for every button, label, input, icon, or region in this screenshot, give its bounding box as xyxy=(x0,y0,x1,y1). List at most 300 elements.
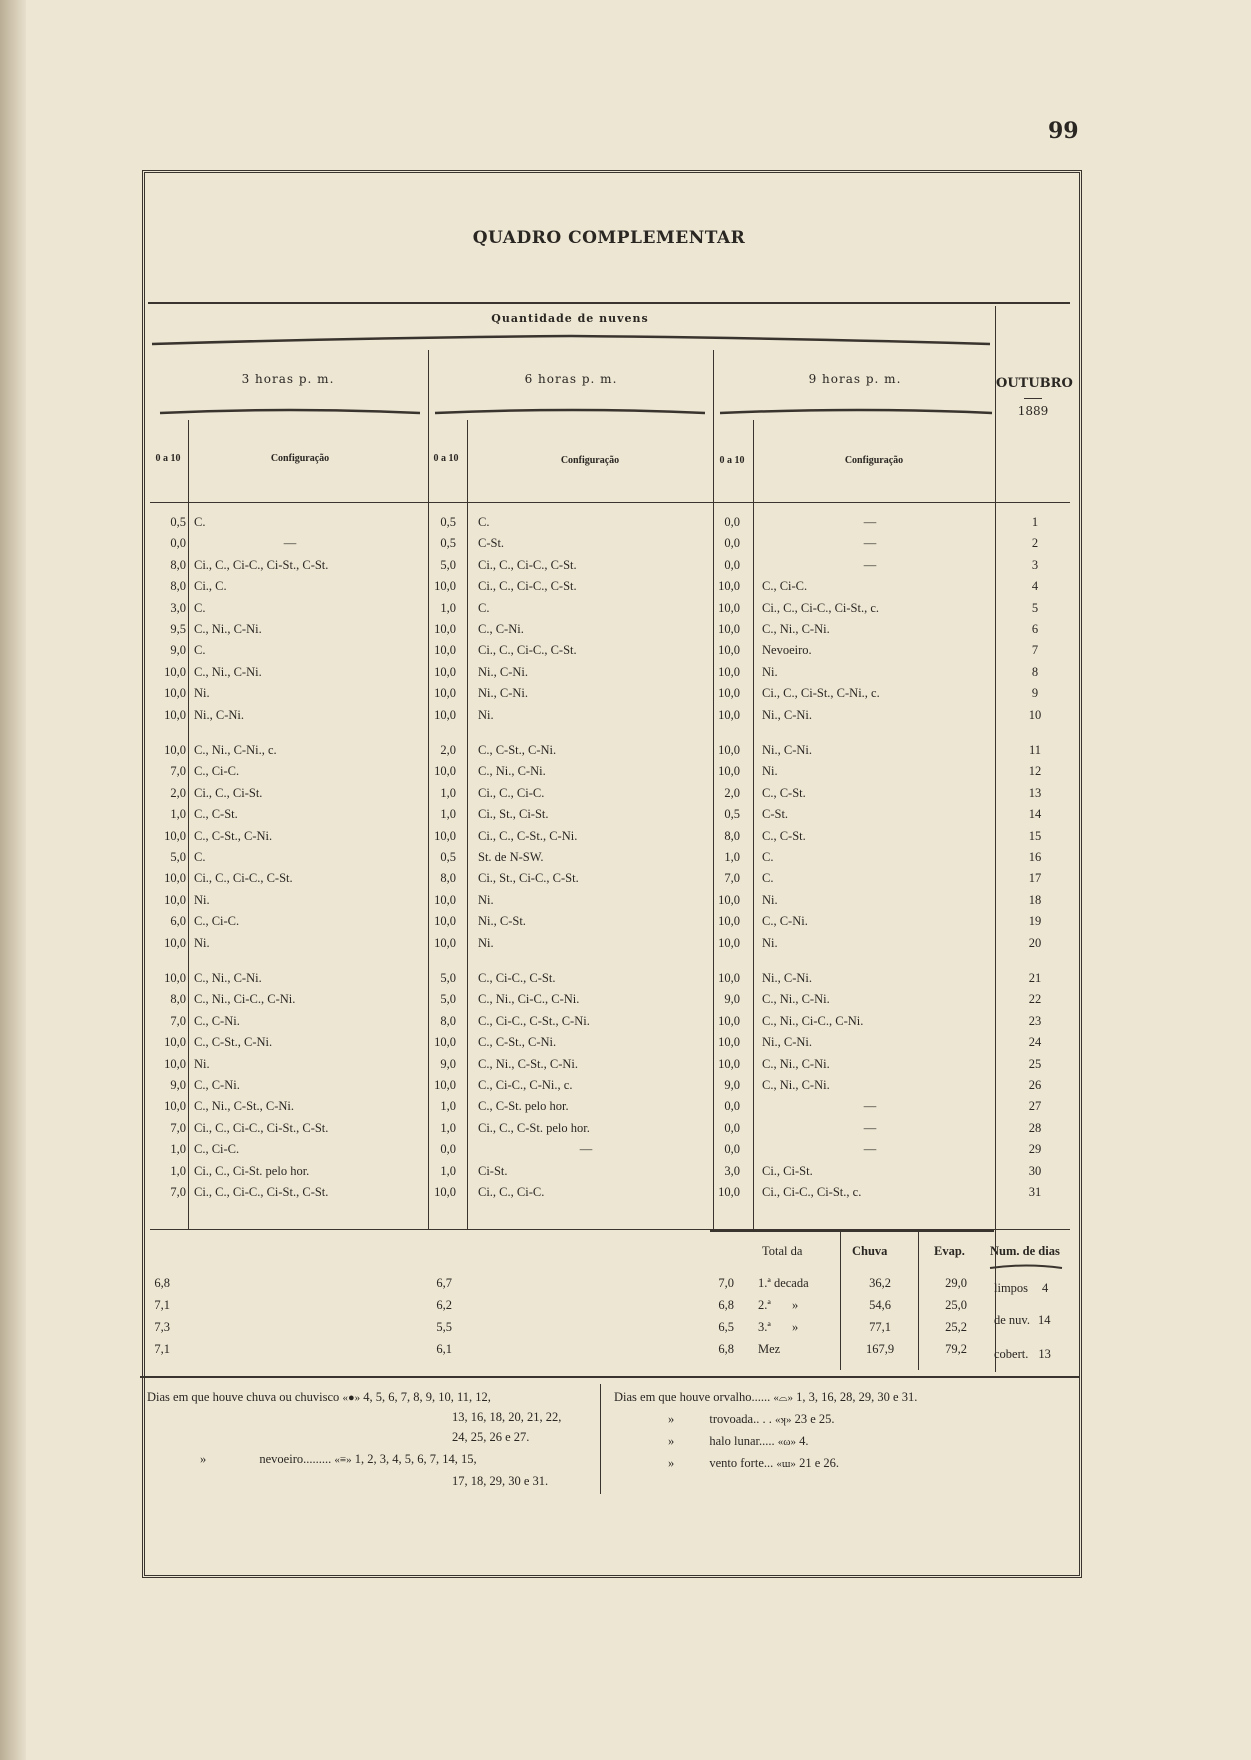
cloud-3pm: 10,0 xyxy=(164,686,186,701)
config-9pm: Ni. xyxy=(762,764,778,779)
day-number: 4 xyxy=(1031,579,1039,594)
cloud-6pm: 0,5 xyxy=(440,515,456,529)
scale-header-6pm: 0 a 10 xyxy=(433,453,459,464)
cloud-6pm: 0,0 xyxy=(440,1142,456,1157)
config-3pm: C., C-St., C-Ni. xyxy=(194,1035,273,1050)
config-9pm: C., Ni., C-Ni. xyxy=(762,1078,830,1092)
cloud-9pm: 7,0 xyxy=(724,871,740,886)
config-3pm: Ni. xyxy=(194,686,210,701)
section-header: Quantidade de nuvens xyxy=(491,312,649,325)
footnote-orvalho: Dias em que houve orvalho...... «⌓» 1, 3, 16, 28, 29, 30 e 31. xyxy=(614,1390,918,1404)
table-row xyxy=(0,1185,1251,1206)
config-9pm: Ni. xyxy=(762,935,778,950)
cloud-3pm: 5,0 xyxy=(170,850,186,864)
table-row xyxy=(0,708,1251,729)
config-6pm: Ni. xyxy=(478,707,494,722)
footnote-rule xyxy=(140,1376,1080,1378)
config-6pm: Ci-St. xyxy=(478,1163,508,1178)
config-3pm: Ni. xyxy=(194,892,210,907)
config-3pm: C. xyxy=(194,850,206,864)
cloud-3pm: 3,0 xyxy=(170,600,186,615)
cloud-9pm: 10,0 xyxy=(718,579,740,594)
cloud-3pm: 10,0 xyxy=(164,743,186,757)
total-evap: 25,2 xyxy=(945,1320,967,1334)
config-9pm: Ni., C-Ni. xyxy=(762,743,812,757)
config-9pm: C., Ni., C-Ni. xyxy=(762,622,830,636)
cloud-9pm: 0,0 xyxy=(724,1099,740,1114)
config-3pm: Ci., C., Ci-C., Ci-St., C-St. xyxy=(194,1185,329,1199)
total-evap: 29,0 xyxy=(945,1276,967,1290)
footnote-chuva-l3: 24, 25, 26 e 27. xyxy=(452,1430,530,1444)
config-6pm: Ci., St., Ci-C., C-St. xyxy=(478,871,579,886)
config-9pm: Ni., C-Ni. xyxy=(762,1035,812,1050)
config-3pm: Ci., C. xyxy=(194,579,227,594)
config-9pm: — xyxy=(863,1120,877,1135)
config-9pm: C., C-St. xyxy=(762,785,806,800)
cloud-3pm: 10,0 xyxy=(164,828,186,843)
cloud-9pm: 10,0 xyxy=(718,664,740,679)
avg-6pm: 6,7 xyxy=(436,1276,452,1290)
config-3pm: C., C-St. xyxy=(194,807,238,822)
config-3pm: C., C-St., C-Ni. xyxy=(194,828,273,843)
config-header-6pm: Configuração xyxy=(560,455,620,466)
day-number: 9 xyxy=(1031,686,1039,701)
cloud-9pm: 10,0 xyxy=(718,914,740,929)
table-row xyxy=(0,850,1251,871)
config-6pm: Ni., C-Ni. xyxy=(478,686,528,701)
config-9pm: Ci., Ci-C., Ci-St., c. xyxy=(762,1185,862,1199)
config-6pm: C., Ni., C-St., C-Ni. xyxy=(478,1056,579,1071)
config-3pm: C., Ni., C-Ni. xyxy=(194,971,262,985)
cloud-3pm: 10,0 xyxy=(164,664,186,679)
day-number: 20 xyxy=(1028,935,1042,950)
cloud-6pm: 10,0 xyxy=(434,643,456,658)
dias-cobert: cobert. 13 xyxy=(994,1347,1051,1361)
day-number: 10 xyxy=(1028,707,1042,722)
config-6pm: C., C-St., C-Ni. xyxy=(478,1035,557,1050)
day-number: 23 xyxy=(1028,1013,1042,1028)
table-row xyxy=(0,764,1251,785)
avg-9pm: 7,0 xyxy=(718,1276,734,1290)
table-row xyxy=(0,1142,1251,1163)
config-3pm: C., Ni., C-Ni. xyxy=(194,664,262,679)
thunder-icon: «ʞ» xyxy=(774,1414,792,1426)
cloud-6pm: 8,0 xyxy=(440,871,456,886)
cloud-3pm: 10,0 xyxy=(164,1056,186,1071)
cloud-9pm: 10,0 xyxy=(718,707,740,722)
config-9pm: C., Ci-C. xyxy=(762,579,808,594)
config-3pm: Ci., C., Ci-C., Ci-St., C-St. xyxy=(194,1120,329,1135)
config-6pm: Ci., C., C-St., C-Ni. xyxy=(478,828,578,843)
day-number: 11 xyxy=(1028,743,1042,757)
config-3pm: Ni., C-Ni. xyxy=(194,707,244,722)
config-3pm: C., Ni., Ci-C., C-Ni. xyxy=(194,992,296,1007)
cloud-3pm: 9,0 xyxy=(170,643,186,658)
config-3pm: Ni. xyxy=(194,1056,210,1071)
cloud-3pm: 8,0 xyxy=(170,992,186,1007)
config-9pm: C., Ni., C-Ni. xyxy=(762,1056,830,1071)
config-6pm: C., C-St. pelo hor. xyxy=(478,1099,569,1114)
cloud-6pm: 8,0 xyxy=(440,1013,456,1028)
config-9pm: C., C-Ni. xyxy=(762,914,808,929)
cloud-3pm: 2,0 xyxy=(170,785,186,800)
day-number: 13 xyxy=(1028,785,1042,800)
day-number: 21 xyxy=(1028,971,1042,985)
table-row xyxy=(0,558,1251,579)
cloud-6pm: 1,0 xyxy=(440,600,456,615)
table-row xyxy=(0,579,1251,600)
table-row xyxy=(0,622,1251,643)
config-6pm: Ni. xyxy=(478,892,494,907)
total-evap: 79,2 xyxy=(945,1342,967,1356)
day-number: 25 xyxy=(1028,1056,1042,1071)
fog-icon: «≡» xyxy=(334,1454,352,1466)
config-3pm: C. xyxy=(194,643,206,658)
table-row xyxy=(0,743,1251,764)
config-3pm: C., Ci-C. xyxy=(194,764,240,779)
footnote-nevoeiro: » nevoeiro......... «≡» 1, 2, 3, 4, 5, 6, 7, 14, 15, xyxy=(200,1452,477,1466)
avg-3pm: 7,3 xyxy=(154,1320,170,1334)
config-6pm: Ni., C-Ni. xyxy=(478,664,528,679)
table-row xyxy=(0,601,1251,622)
table-row xyxy=(0,829,1251,850)
cloud-9pm: 1,0 xyxy=(724,850,740,864)
config-9pm: — xyxy=(863,536,877,551)
cloud-6pm: 2,0 xyxy=(440,743,456,757)
cloud-9pm: 10,0 xyxy=(718,1013,740,1028)
cloud-9pm: 9,0 xyxy=(724,992,740,1007)
config-6pm: Ci., St., Ci-St. xyxy=(478,807,549,822)
config-6pm: Ci., C., Ci-C. xyxy=(478,1185,545,1199)
cloud-3pm: 7,0 xyxy=(170,1185,186,1199)
config-6pm: C. xyxy=(478,515,490,529)
config-6pm: C., Ni., C-Ni. xyxy=(478,764,546,779)
title-box xyxy=(148,176,1070,304)
table-row xyxy=(0,914,1251,935)
cloud-6pm: 9,0 xyxy=(440,1056,456,1071)
config-6pm: C., Ni., Ci-C., C-Ni. xyxy=(478,992,580,1007)
cloud-9pm: 10,0 xyxy=(718,1035,740,1050)
cloud-6pm: 1,0 xyxy=(440,1163,456,1178)
cloud-6pm: 10,0 xyxy=(434,828,456,843)
day-number: 26 xyxy=(1028,1078,1042,1092)
cloud-9pm: 10,0 xyxy=(718,1185,740,1199)
total-label: 3.ª xyxy=(758,1320,771,1334)
cloud-3pm: 9,0 xyxy=(170,1078,186,1092)
day-number: 18 xyxy=(1028,892,1042,907)
config-9pm: C., C-St. xyxy=(762,828,806,843)
cloud-6pm: 10,0 xyxy=(434,664,456,679)
config-6pm: Ci., C., Ci-C., C-St. xyxy=(478,643,577,658)
table-row xyxy=(0,807,1251,828)
year-label: 1889 xyxy=(1017,404,1049,418)
cloud-3pm: 10,0 xyxy=(164,971,186,985)
cloud-3pm: 8,0 xyxy=(170,557,186,572)
footnote-divider xyxy=(600,1384,601,1494)
total-chuva: 36,2 xyxy=(869,1276,891,1290)
day-number: 24 xyxy=(1028,1035,1042,1050)
cloud-6pm: 5,0 xyxy=(440,557,456,572)
config-6pm: Ci., C., Ci-C., C-St. xyxy=(478,579,577,594)
config-9pm: C-St. xyxy=(762,807,789,822)
cloud-9pm: 0,0 xyxy=(724,1120,740,1135)
day-number: 1 xyxy=(1031,515,1039,529)
table-row xyxy=(0,1014,1251,1035)
day-number: 30 xyxy=(1028,1163,1042,1178)
total-label: 2.ª xyxy=(758,1298,771,1312)
cloud-3pm: 0,5 xyxy=(170,515,186,529)
footnote-halo: » halo lunar..... «ω» 4. xyxy=(668,1434,809,1448)
config-header-3pm: Configuração xyxy=(270,453,330,464)
config-9pm: Ni., C-Ni. xyxy=(762,971,812,985)
day-number: 22 xyxy=(1028,992,1042,1007)
config-6pm: C., Ci-C., C-St., C-Ni. xyxy=(478,1013,590,1028)
config-3pm: C., Ci-C. xyxy=(194,1142,240,1157)
ditto-mark: » xyxy=(792,1320,799,1334)
footnote-vento: » vento forte... «ɯ» 21 e 26. xyxy=(668,1456,839,1470)
divider-chuva xyxy=(840,1232,841,1370)
cloud-9pm: 3,0 xyxy=(724,1163,740,1178)
day-number: 16 xyxy=(1028,850,1042,864)
month-label: OUTUBRO xyxy=(996,376,1073,391)
ditto-mark: » xyxy=(792,1298,799,1312)
total-chuva: 77,1 xyxy=(869,1320,891,1334)
chuva-header: Chuva xyxy=(852,1244,888,1258)
config-3pm: Ci., C., Ci-St. pelo hor. xyxy=(194,1163,310,1178)
table-row xyxy=(0,665,1251,686)
cloud-3pm: 1,0 xyxy=(170,807,186,822)
table-row xyxy=(0,643,1251,664)
config-3pm: Ci., C., Ci-C., C-St. xyxy=(194,871,293,886)
config-9pm: Ni. xyxy=(762,664,778,679)
page-number: 99 xyxy=(1048,118,1079,144)
config-9pm: Ni. xyxy=(762,892,778,907)
cloud-6pm: 1,0 xyxy=(440,785,456,800)
config-9pm: Ci., Ci-St. xyxy=(762,1163,813,1178)
cloud-3pm: 10,0 xyxy=(164,935,186,950)
cloud-9pm: 10,0 xyxy=(718,622,740,636)
day-number: 5 xyxy=(1031,600,1039,615)
cloud-9pm: 0,0 xyxy=(724,1142,740,1157)
table-row xyxy=(0,1099,1251,1120)
config-9pm: — xyxy=(863,515,877,529)
cloud-3pm: 10,0 xyxy=(164,871,186,886)
total-label: Mez xyxy=(758,1342,781,1356)
num-dias-brace xyxy=(988,1262,1064,1272)
table-row xyxy=(0,936,1251,957)
cloud-3pm: 0,0 xyxy=(170,536,186,551)
config-9pm: Nevoeiro. xyxy=(762,643,812,658)
config-9pm: C., Ni., Ci-C., C-Ni. xyxy=(762,1013,864,1028)
table-row xyxy=(0,1121,1251,1142)
config-3pm: C. xyxy=(194,515,206,529)
cloud-9pm: 0,0 xyxy=(724,515,740,529)
day-number: 29 xyxy=(1028,1142,1042,1157)
month-rule xyxy=(1024,398,1042,399)
cloud-6pm: 10,0 xyxy=(434,707,456,722)
footnote-nevoeiro-l2: 17, 18, 29, 30 e 31. xyxy=(452,1474,549,1488)
config-3pm: C., Ni., C-Ni. xyxy=(194,622,262,636)
cloud-6pm: 10,0 xyxy=(434,892,456,907)
day-number: 19 xyxy=(1028,914,1042,929)
period-3pm: 3 horas p. m. xyxy=(241,372,335,386)
config-header-9pm: Configuração xyxy=(844,455,904,466)
cloud-9pm: 9,0 xyxy=(724,1078,740,1092)
cloud-3pm: 7,0 xyxy=(170,764,186,779)
table-row xyxy=(0,786,1251,807)
total-evap: 25,0 xyxy=(945,1298,967,1312)
config-3pm: C., Ni., C-Ni., c. xyxy=(194,743,277,757)
config-9pm: C. xyxy=(762,871,774,886)
rain-icon: «●» xyxy=(342,1392,361,1404)
config-9pm: C., Ni., C-Ni. xyxy=(762,992,830,1007)
divider-evap xyxy=(918,1232,919,1370)
config-3pm: Ci., C., Ci-St. xyxy=(194,785,263,800)
day-number: 15 xyxy=(1028,828,1042,843)
cloud-3pm: 10,0 xyxy=(164,1035,186,1050)
day-number: 17 xyxy=(1028,871,1042,886)
total-chuva: 54,6 xyxy=(869,1298,891,1312)
cloud-6pm: 0,5 xyxy=(440,536,456,551)
avg-6pm: 6,2 xyxy=(436,1298,452,1312)
config-9pm: — xyxy=(863,557,877,572)
total-label: 1.ª decada xyxy=(758,1276,809,1290)
table-row xyxy=(0,893,1251,914)
cloud-9pm: 0,0 xyxy=(724,536,740,551)
config-9pm: — xyxy=(863,1099,877,1114)
config-9pm: Ci., C., Ci-C., Ci-St., c. xyxy=(762,600,880,615)
config-6pm: C., Ci-C., C-Ni., c. xyxy=(478,1078,573,1092)
cloud-9pm: 10,0 xyxy=(718,643,740,658)
cloud-3pm: 9,5 xyxy=(170,622,186,636)
cloud-6pm: 1,0 xyxy=(440,1099,456,1114)
config-6pm: C., C-St., C-Ni. xyxy=(478,743,557,757)
cloud-9pm: 0,0 xyxy=(724,557,740,572)
halo-icon: «ω» xyxy=(777,1436,797,1448)
config-9pm: Ci., C., Ci-St., C-Ni., c. xyxy=(762,686,880,701)
day-number: 2 xyxy=(1031,536,1039,551)
cloud-3pm: 7,0 xyxy=(170,1013,186,1028)
scale-header-9pm: 0 a 10 xyxy=(719,455,745,466)
cloud-3pm: 1,0 xyxy=(170,1142,186,1157)
day-number: 27 xyxy=(1028,1099,1042,1114)
cloud-9pm: 10,0 xyxy=(718,764,740,779)
config-9pm: Ni., C-Ni. xyxy=(762,707,812,722)
cloud-6pm: 10,0 xyxy=(434,935,456,950)
avg-9pm: 6,8 xyxy=(718,1298,734,1312)
day-number: 12 xyxy=(1028,764,1042,779)
config-6pm: — xyxy=(579,1142,593,1157)
header-rule xyxy=(150,502,1070,503)
avg-6pm: 6,1 xyxy=(436,1342,452,1356)
cloud-6pm: 10,0 xyxy=(434,1078,456,1092)
cloud-9pm: 10,0 xyxy=(718,743,740,757)
config-3pm: Ci., C., Ci-C., Ci-St., C-St. xyxy=(194,557,329,572)
cloud-6pm: 10,0 xyxy=(434,686,456,701)
config-3pm: C., C-Ni. xyxy=(194,1078,240,1092)
cloud-6pm: 10,0 xyxy=(434,622,456,636)
cloud-9pm: 10,0 xyxy=(718,935,740,950)
avg-3pm: 7,1 xyxy=(154,1342,170,1356)
config-3pm: C., Ni., C-St., C-Ni. xyxy=(194,1099,295,1114)
cloud-3pm: 7,0 xyxy=(170,1120,186,1135)
avg-6pm: 5,5 xyxy=(436,1320,452,1334)
table-row xyxy=(0,1057,1251,1078)
day-number: 6 xyxy=(1031,622,1039,636)
footnote-chuva: Dias em que houve chuva ou chuvisco «●» 4, 5, 6, 7, 8, 9, 10, 11, 12, xyxy=(147,1390,491,1404)
cloud-3pm: 6,0 xyxy=(170,914,186,929)
dew-icon: «⌓» xyxy=(773,1392,794,1404)
cloud-6pm: 10,0 xyxy=(434,579,456,594)
avg-3pm: 7,1 xyxy=(154,1298,170,1312)
day-number: 31 xyxy=(1028,1185,1042,1199)
cloud-9pm: 10,0 xyxy=(718,892,740,907)
cloud-6pm: 10,0 xyxy=(434,1185,456,1199)
avg-3pm: 6,8 xyxy=(154,1276,170,1290)
cloud-3pm: 8,0 xyxy=(170,579,186,594)
page-title: QUADRO COMPLEMENTAR xyxy=(472,228,746,248)
table-row xyxy=(0,686,1251,707)
config-3pm: C. xyxy=(194,600,206,615)
cloud-6pm: 10,0 xyxy=(434,914,456,929)
cloud-3pm: 1,0 xyxy=(170,1163,186,1178)
section-brace xyxy=(150,332,992,350)
period-braces xyxy=(150,405,1000,419)
table-row xyxy=(0,1078,1251,1099)
cloud-6pm: 5,0 xyxy=(440,992,456,1007)
config-3pm: — xyxy=(283,536,297,551)
config-6pm: Ci., C., Ci-C. xyxy=(478,785,545,800)
cloud-9pm: 8,0 xyxy=(724,828,740,843)
config-6pm: Ci., C., Ci-C., C-St. xyxy=(478,557,577,572)
day-number: 28 xyxy=(1028,1120,1042,1135)
cloud-6pm: 1,0 xyxy=(440,1120,456,1135)
total-header: Total da xyxy=(762,1244,803,1258)
table-row xyxy=(0,536,1251,557)
summary-top-rule xyxy=(710,1230,994,1232)
num-dias-header: Num. de dias xyxy=(990,1244,1060,1258)
table-row xyxy=(0,1164,1251,1185)
table-row xyxy=(0,971,1251,992)
config-6pm: C-St. xyxy=(478,536,505,551)
config-6pm: Ni., C-St. xyxy=(478,914,526,929)
cloud-6pm: 5,0 xyxy=(440,971,456,985)
cloud-6pm: 1,0 xyxy=(440,807,456,822)
cloud-6pm: 0,5 xyxy=(440,850,456,864)
wind-icon: «ɯ» xyxy=(776,1458,796,1470)
table-row xyxy=(0,1035,1251,1056)
dias-nuv: de nuv. 14 xyxy=(994,1313,1051,1327)
period-9pm: 9 horas p. m. xyxy=(808,372,902,386)
cloud-9pm: 10,0 xyxy=(718,686,740,701)
period-6pm: 6 horas p. m. xyxy=(524,372,618,386)
evap-header: Evap. xyxy=(934,1244,965,1258)
config-6pm: Ci., C., C-St. pelo hor. xyxy=(478,1120,590,1135)
table-row xyxy=(0,992,1251,1013)
avg-9pm: 6,5 xyxy=(718,1320,734,1334)
cloud-3pm: 10,0 xyxy=(164,1099,186,1114)
cloud-6pm: 10,0 xyxy=(434,764,456,779)
scale-header-3pm: 0 a 10 xyxy=(155,453,181,464)
day-number: 14 xyxy=(1028,807,1042,822)
cloud-9pm: 10,0 xyxy=(718,971,740,985)
table-row xyxy=(0,515,1251,536)
table-row xyxy=(0,871,1251,892)
config-3pm: C., Ci-C. xyxy=(194,914,240,929)
config-9pm: — xyxy=(863,1142,877,1157)
config-6pm: St. de N-SW. xyxy=(478,850,544,864)
cloud-9pm: 10,0 xyxy=(718,1056,740,1071)
